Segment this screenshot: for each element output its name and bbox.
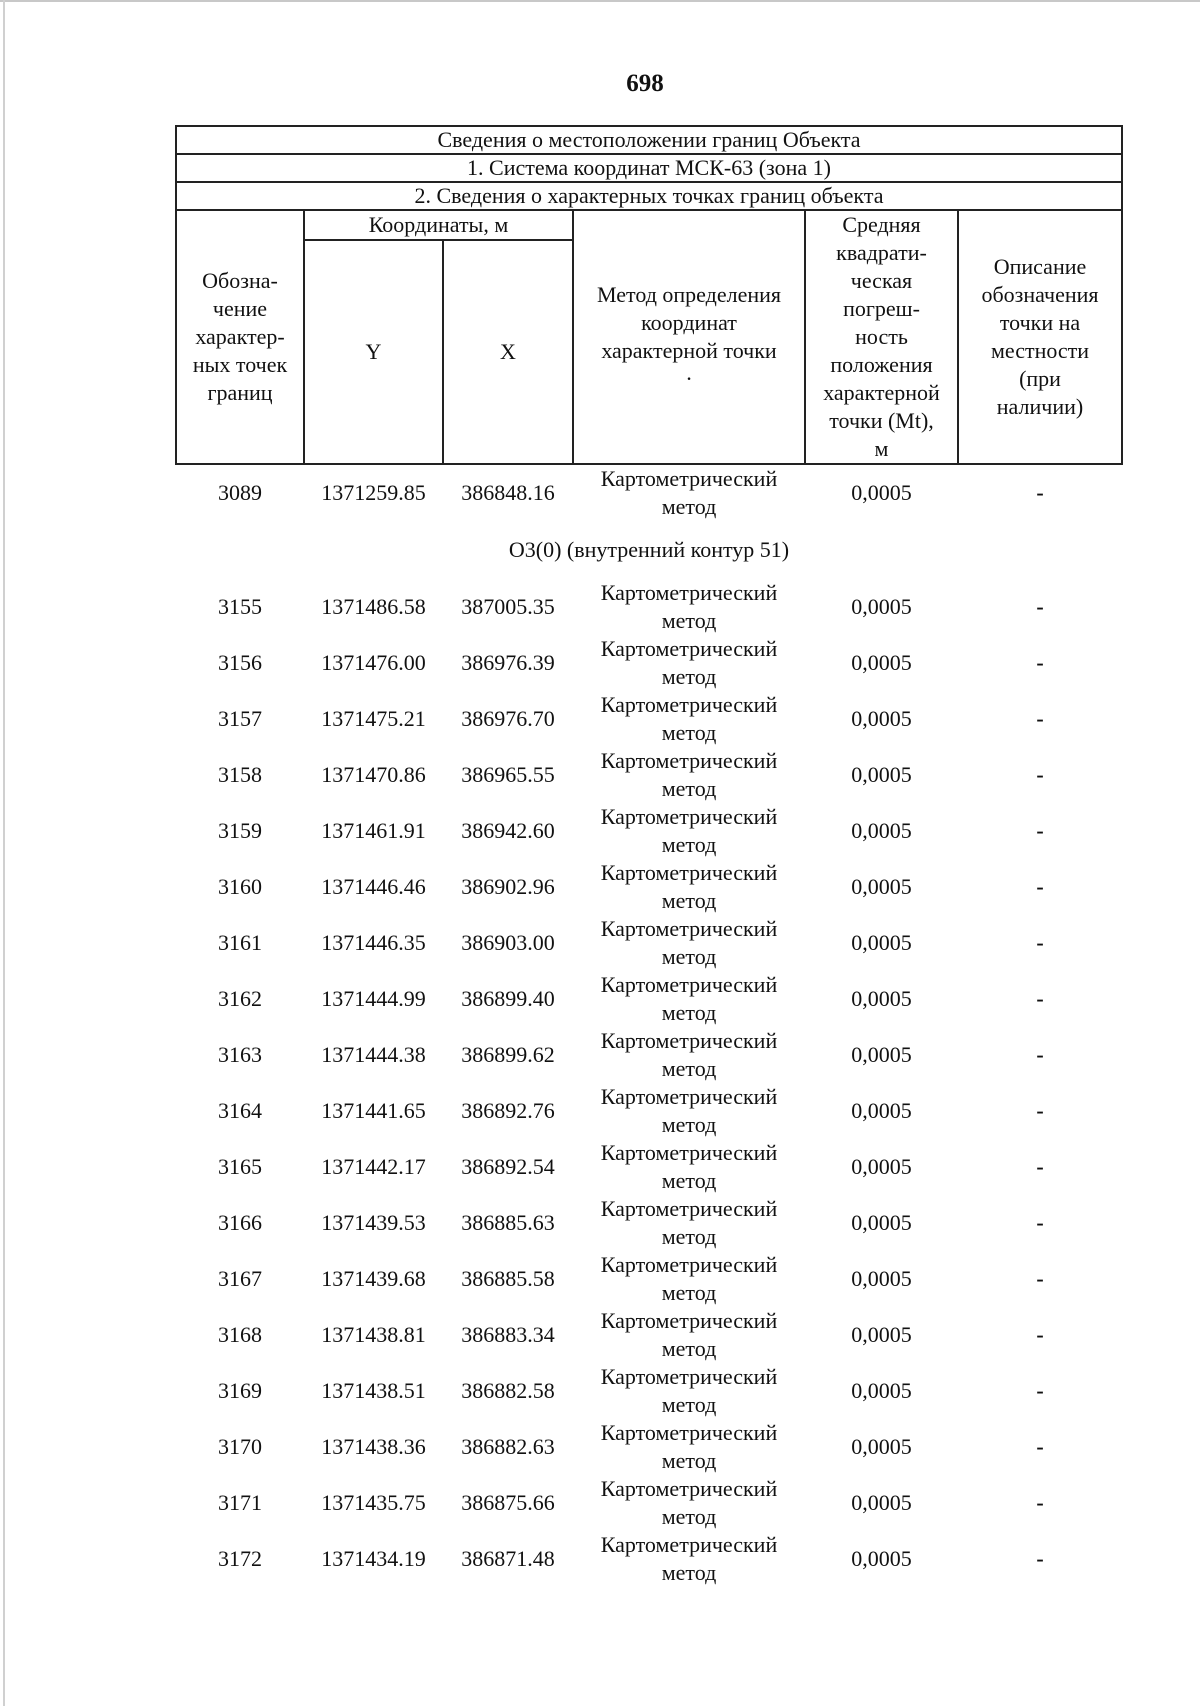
coord-x: 386899.40 (461, 986, 555, 1011)
point-id: 3158 (218, 762, 262, 787)
mean-square-error: 0,0005 (851, 818, 912, 843)
mean-square-error: 0,0005 (851, 1210, 912, 1235)
description: - (1036, 1490, 1044, 1515)
mean-square-error: 0,0005 (851, 1322, 912, 1347)
description: - (1036, 818, 1044, 843)
mean-square-error: 0,0005 (851, 650, 912, 675)
mean-square-error: 0,0005 (851, 1042, 912, 1067)
table-row (176, 1139, 1122, 1195)
coord-x: 386871.48 (461, 1546, 555, 1571)
coord-y: 1371438.36 (321, 1434, 426, 1459)
point-id: 3172 (218, 1546, 262, 1571)
method: Картометрический метод (600, 636, 778, 689)
mean-square-error: 0,0005 (851, 480, 912, 505)
mean-square-error: 0,0005 (851, 1546, 912, 1571)
coord-x: 386892.54 (461, 1154, 555, 1179)
table-row (176, 803, 1122, 859)
coord-x: 386875.66 (461, 1490, 555, 1515)
description: - (1036, 762, 1044, 787)
header-x: X (443, 240, 573, 464)
description: - (1036, 1322, 1044, 1347)
table-row (176, 1251, 1122, 1307)
point-id: 3162 (218, 986, 262, 1011)
coord-y: 1371446.35 (321, 930, 426, 955)
method: Картометрический метод (600, 804, 778, 857)
coord-x: 386882.63 (461, 1434, 555, 1459)
table-row (176, 1419, 1122, 1475)
table-row (176, 747, 1122, 803)
table-row (176, 1083, 1122, 1139)
coord-x: 386885.63 (461, 1210, 555, 1235)
point-id: 3166 (218, 1210, 262, 1235)
coord-y: 1371439.68 (321, 1266, 426, 1291)
coord-x: 386976.70 (461, 706, 555, 731)
mean-square-error: 0,0005 (851, 1098, 912, 1123)
description: - (1036, 930, 1044, 955)
method: Картометрический метод (600, 580, 778, 633)
point-id: 3170 (218, 1434, 262, 1459)
method: Картометрический метод (600, 1196, 778, 1249)
scan-edge-left (3, 0, 5, 1706)
coord-y: 1371434.19 (321, 1546, 426, 1571)
coord-x: 386903.00 (461, 930, 555, 955)
description: - (1036, 1434, 1044, 1459)
coord-y: 1371259.85 (321, 480, 426, 505)
coordinate-system: 1. Система координат МСК-63 (зона 1) (176, 154, 1122, 182)
scan-edge-top (0, 0, 1200, 2)
coord-x: 386899.62 (461, 1042, 555, 1067)
point-id: 3164 (218, 1098, 262, 1123)
contour-label: О3(0) (внутренний контур 51) (508, 537, 790, 562)
point-id: 3159 (218, 818, 262, 843)
method: Картометрический метод (600, 916, 778, 969)
mean-square-error: 0,0005 (851, 1154, 912, 1179)
coord-y: 1371442.17 (321, 1154, 426, 1179)
method: Картометрический метод (600, 1028, 778, 1081)
mean-square-error: 0,0005 (851, 1490, 912, 1515)
description: - (1036, 986, 1044, 1011)
description: - (1036, 1042, 1044, 1067)
coord-x: 386892.76 (461, 1098, 555, 1123)
coord-y: 1371475.21 (321, 706, 426, 731)
coord-y: 1371435.75 (321, 1490, 426, 1515)
coord-y: 1371470.86 (321, 762, 426, 787)
header-coordinates: Координаты, м (304, 210, 573, 240)
point-id: 3160 (218, 874, 262, 899)
mean-square-error: 0,0005 (851, 1378, 912, 1403)
mean-square-error: 0,0005 (851, 1434, 912, 1459)
description: - (1036, 706, 1044, 731)
method: Картометрический метод (600, 1308, 778, 1361)
coord-y: 1371446.46 (321, 874, 426, 899)
coord-y: 1371461.91 (321, 818, 426, 843)
mean-square-error: 0,0005 (851, 874, 912, 899)
description: - (1036, 1098, 1044, 1123)
coord-y: 1371444.38 (321, 1042, 426, 1067)
coord-y: 1371438.51 (321, 1378, 426, 1403)
section-title: 2. Сведения о характерных точках границ объекта (176, 182, 1122, 210)
point-id: 3155 (218, 594, 262, 619)
coord-x: 386882.58 (461, 1378, 555, 1403)
table-row (176, 579, 1122, 635)
description: - (1036, 1546, 1044, 1571)
coord-y: 1371438.81 (321, 1322, 426, 1347)
method: Картометрический метод (600, 1140, 778, 1193)
mean-square-error: 0,0005 (851, 1266, 912, 1291)
header-method: Метод определения координат характерной точки · (573, 210, 805, 464)
method: Картометрический метод (600, 1420, 778, 1473)
method: Картометрический метод (600, 1476, 778, 1529)
coord-y: 1371486.58 (321, 594, 426, 619)
table-row (176, 971, 1122, 1027)
boundary-points-table (175, 125, 1123, 1587)
point-id: 3171 (218, 1490, 262, 1515)
description: - (1036, 874, 1044, 899)
description: - (1036, 1266, 1044, 1291)
table-row (176, 1195, 1122, 1251)
description: - (1036, 480, 1044, 505)
method: Картометрический метод (600, 860, 778, 913)
method: Картометрический метод (600, 1084, 778, 1137)
table-row (176, 635, 1122, 691)
header-mean-square-error: Средняя квадрати- ческая погреш- ность положения характерной точки (Mt), м (805, 210, 958, 464)
point-id: 3089 (218, 480, 262, 505)
method: Картометрический метод (600, 1364, 778, 1417)
description: - (1036, 650, 1044, 675)
header-description: Описание обозначения точки на местности (при наличии) (958, 210, 1122, 464)
point-id: 3161 (218, 930, 262, 955)
coord-y: 1371444.99 (321, 986, 426, 1011)
coord-y: 1371439.53 (321, 1210, 426, 1235)
table-row (176, 1363, 1122, 1419)
point-id: 3167 (218, 1266, 262, 1291)
point-id: 3156 (218, 650, 262, 675)
method: Картометрический метод (600, 466, 778, 519)
description: - (1036, 1154, 1044, 1179)
mean-square-error: 0,0005 (851, 930, 912, 955)
table-row (176, 1307, 1122, 1363)
table-row (176, 1027, 1122, 1083)
description: - (1036, 1378, 1044, 1403)
table-row (176, 1475, 1122, 1531)
method: Картометрический метод (600, 1252, 778, 1305)
mean-square-error: 0,0005 (851, 762, 912, 787)
table-row (176, 464, 1122, 521)
mean-square-error: 0,0005 (851, 706, 912, 731)
method: Картометрический метод (600, 748, 778, 801)
coord-y: 1371441.65 (321, 1098, 426, 1123)
coord-x: 386902.96 (461, 874, 555, 899)
header-designation: Обозна- чение характер- ных точек границ (176, 210, 304, 464)
method: Картометрический метод (600, 692, 778, 745)
table-title: Сведения о местоположении границ Объекта (176, 126, 1122, 154)
point-id: 3157 (218, 706, 262, 731)
mean-square-error: 0,0005 (851, 594, 912, 619)
point-id: 3163 (218, 1042, 262, 1067)
method: Картометрический метод (600, 1532, 778, 1585)
coord-y: 1371476.00 (321, 650, 426, 675)
mean-square-error: 0,0005 (851, 986, 912, 1011)
description: - (1036, 1210, 1044, 1235)
coord-x: 386965.55 (461, 762, 555, 787)
point-id: 3168 (218, 1322, 262, 1347)
description: - (1036, 594, 1044, 619)
coord-x: 386848.16 (461, 480, 555, 505)
header-y: Y (304, 240, 443, 464)
point-id: 3165 (218, 1154, 262, 1179)
method: Картометрический метод (600, 972, 778, 1025)
table-row (176, 691, 1122, 747)
point-id: 3169 (218, 1378, 262, 1403)
table-row (176, 1531, 1122, 1587)
coord-x: 386883.34 (461, 1322, 555, 1347)
coord-x: 387005.35 (461, 594, 555, 619)
table-row (176, 859, 1122, 915)
coord-x: 386885.58 (461, 1266, 555, 1291)
page-number: 698 (626, 70, 664, 97)
coord-x: 386942.60 (461, 818, 555, 843)
table-row (176, 915, 1122, 971)
coord-x: 386976.39 (461, 650, 555, 675)
